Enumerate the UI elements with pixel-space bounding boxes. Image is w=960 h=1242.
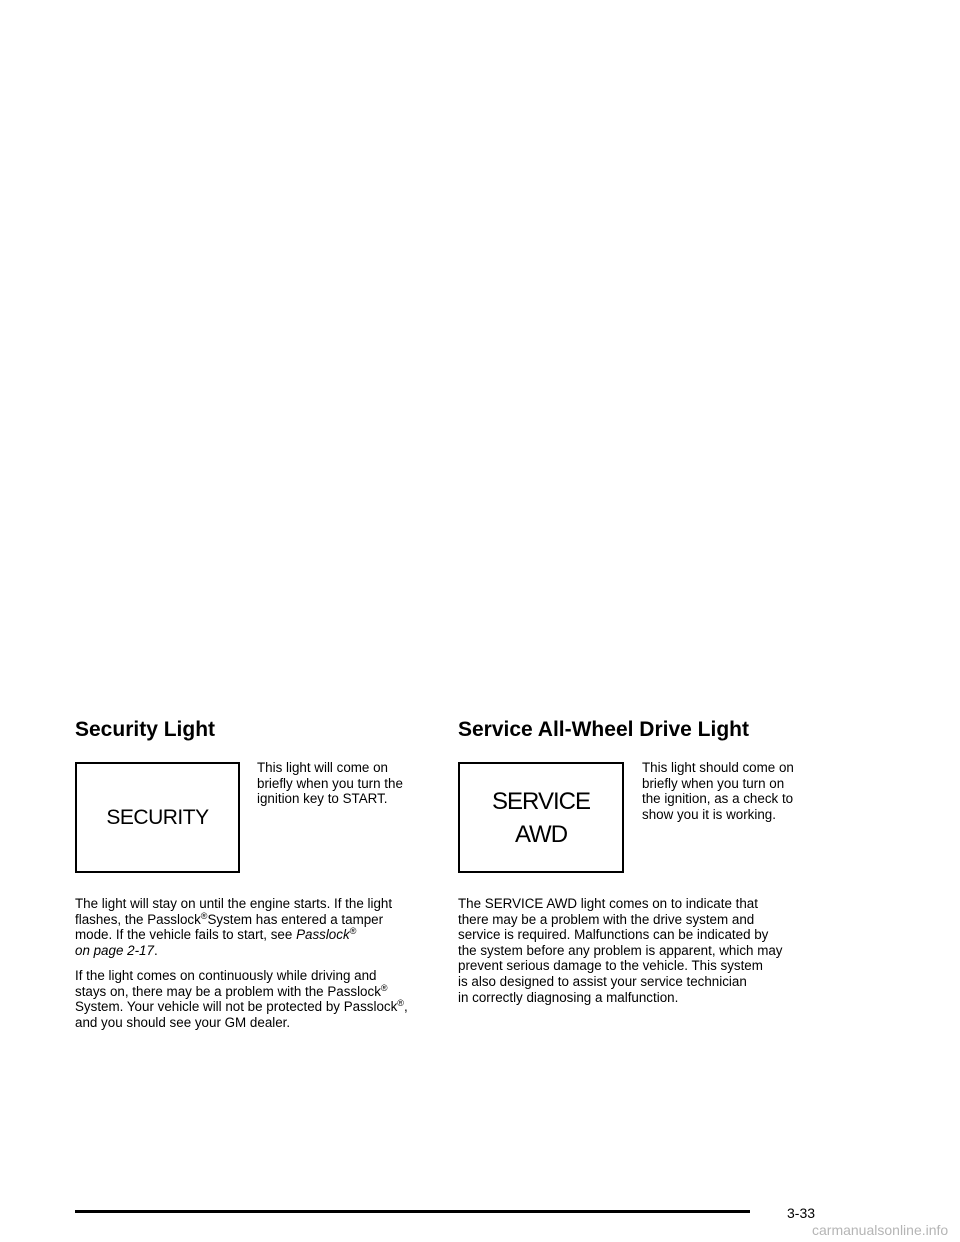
caption-line: show you it is working. (642, 806, 776, 822)
paragraph-line: there may be a problem with the drive system and (458, 911, 755, 927)
security-indicator-symbol (75, 762, 240, 873)
paragraph-line: service is required. Malfunctions can be indicated by (458, 927, 769, 943)
paragraph-line: mode. If the vehicle fails to start, see Passlock® (75, 926, 357, 943)
service-awd-indicator-line: AWD (514, 820, 568, 848)
site-watermark: carmanualsonline.info (812, 1222, 949, 1238)
security-indicator-label: SECURITY (106, 805, 209, 829)
service-awd-indicator-line: SERVICE (492, 787, 590, 815)
paragraph-line: flashes, the Passlock®System has entered a tamper (75, 910, 384, 927)
service-awd-paragraph (458, 896, 783, 1005)
security-paragraph-2 (75, 968, 408, 1030)
paragraph-line: the system before any problem is apparent, which may (458, 942, 783, 958)
security-light-caption (257, 760, 403, 807)
registered-trademark: ® (380, 982, 388, 993)
security-light-heading: Security Light (75, 718, 216, 741)
page-number: 3-33 (787, 1205, 816, 1221)
paragraph-line: in correctly diagnosing a malfunction. (458, 989, 679, 1005)
registered-trademark: ® (397, 998, 404, 1009)
registered-trademark: ® (200, 910, 208, 921)
paragraph-line: prevent serious damage to the vehicle. This system (458, 958, 763, 974)
passlock-cross-reference[interactable]: Passlock® (296, 926, 357, 943)
paragraph-line: stays on, there may be a problem with the Passlock® (75, 982, 388, 999)
paragraph-line: is also designed to assist your service technician (458, 973, 747, 989)
caption-line: the ignition, as a check to (642, 791, 794, 807)
caption-line: This light will come on (257, 760, 388, 775)
service-awd-indicator-symbol (458, 762, 624, 873)
footer-rule (75, 1210, 750, 1213)
paragraph-line: The light will stay on until the engine starts. If the light (75, 896, 393, 911)
paragraph-line: System. Your vehicle will not be protected by Passlock®, (75, 998, 408, 1015)
caption-line: ignition key to START. (257, 791, 388, 807)
paragraph-line: and you should see your GM dealer. (75, 1014, 291, 1030)
passlock-page-reference[interactable]: on page 2-17 (75, 942, 154, 958)
security-paragraph-1 (75, 896, 392, 958)
caption-line: This light should come on (642, 760, 794, 775)
service-awd-light-caption (642, 760, 794, 822)
caption-line: briefly when you turn on (642, 775, 785, 791)
service-awd-light-heading: Service All-Wheel Drive Light (458, 718, 749, 741)
paragraph-line: If the light comes on continuously while driving and (75, 968, 377, 983)
caption-line: briefly when you turn the (257, 775, 403, 791)
paragraph-line: on page 2-17. (75, 942, 158, 958)
paragraph-line: The SERVICE AWD light comes on to indicate that (458, 896, 758, 911)
